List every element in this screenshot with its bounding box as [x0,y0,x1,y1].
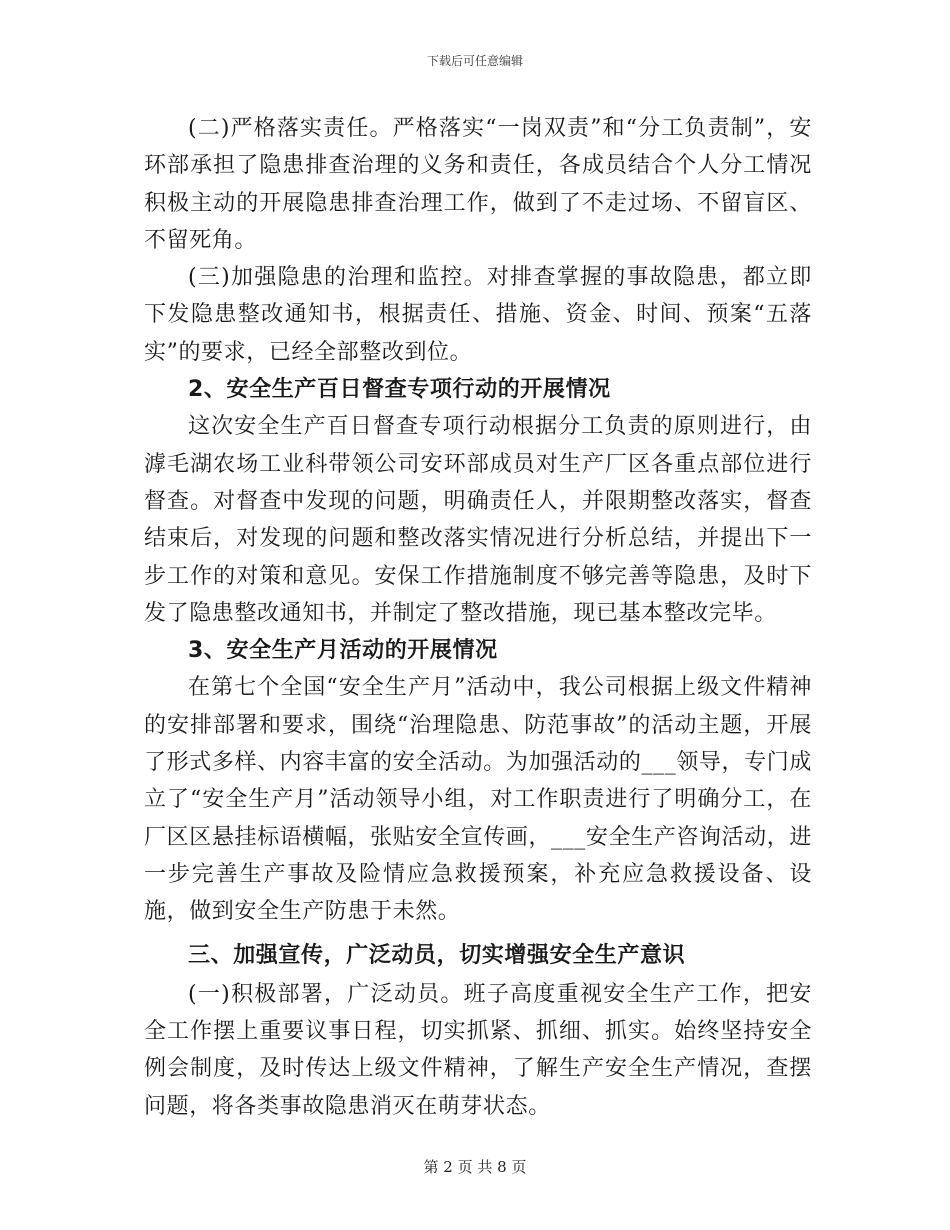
chapter-heading-publicity: 三、加强宣传，广泛动员，切实增强安全生产意识 [188,942,686,968]
paragraph-hazard-control: (三)加强隐患的治理和监控。对排查掌握的事故隐患，都立即下发隐患整改通知书，根据责任、措施、资金、时间、预案“五落实”的要求，已经全部整改到位。 [144,265,812,365]
section-heading-100-day-inspection: 2、安全生产百日督查专项行动的开展情况 [188,377,611,403]
paragraph-inspection: 这次安全生产百日督查专项行动根据分工负责的原则进行，由滹毛湖农场工业科带领公司安环部成员对生产厂区各重点部位进行督查。对督查中发现的问题，明确责任人，并限期整改落实，督查结束后，对发现的问题和整改落实情况进行分析总结，并提出下一步工作的对策和意见。安保工作措施制度不够完善等隐患，及时下发了隐患整改通知书，并制定了整改措施，现已基本整改完毕。 [144,414,812,626]
section-heading-safety-month: 3、安全生产月活动的开展情况 [188,638,498,664]
paragraph-responsibility: (二)严格落实责任。严格落实“一岗双责”和“分工负责制”，安环部承担了隐患排查治理的义务和责任，各成员结合个人分工情况积极主动的开展隐患排查治理工作，做到了不走过场、不留盲区、不留死角。 [144,116,812,253]
paragraph-deployment: (一)积极部署，广泛动员。班子高度重视安全生产工作，把安全工作摆上重要议事日程，切实抓紧、抓细、抓实。始终坚持安全例会制度，及时传达上级文件精神，了解生产安全生产情况，查摆问题，将各类事故隐患消灭在萌芽状态。 [144,981,812,1119]
document-body [144,110,812,1125]
page-number: 第 2 页 共 8 页 [423,1158,527,1176]
paragraph-safety-month: 在第七个全国“安全生产月”活动中，我公司根据上级文件精神的安排部署和要求，围绕“治理隐患、防范事故”的活动主题，开展了形式多样、内容丰富的安全活动。为加强活动的___领导，专门成立了“安全生产月”活动领导小组，对工作职责进行了明确分工，在厂区区悬挂标语横幅，张贴安全宣传画，___安全生产咨询活动，进一步完善生产事故及险情应急救援预案，补充应急救援设备、设施，做到安全生产防患于未然。 [144,675,812,925]
page-header: 下载后可任意编辑 [426,54,523,68]
